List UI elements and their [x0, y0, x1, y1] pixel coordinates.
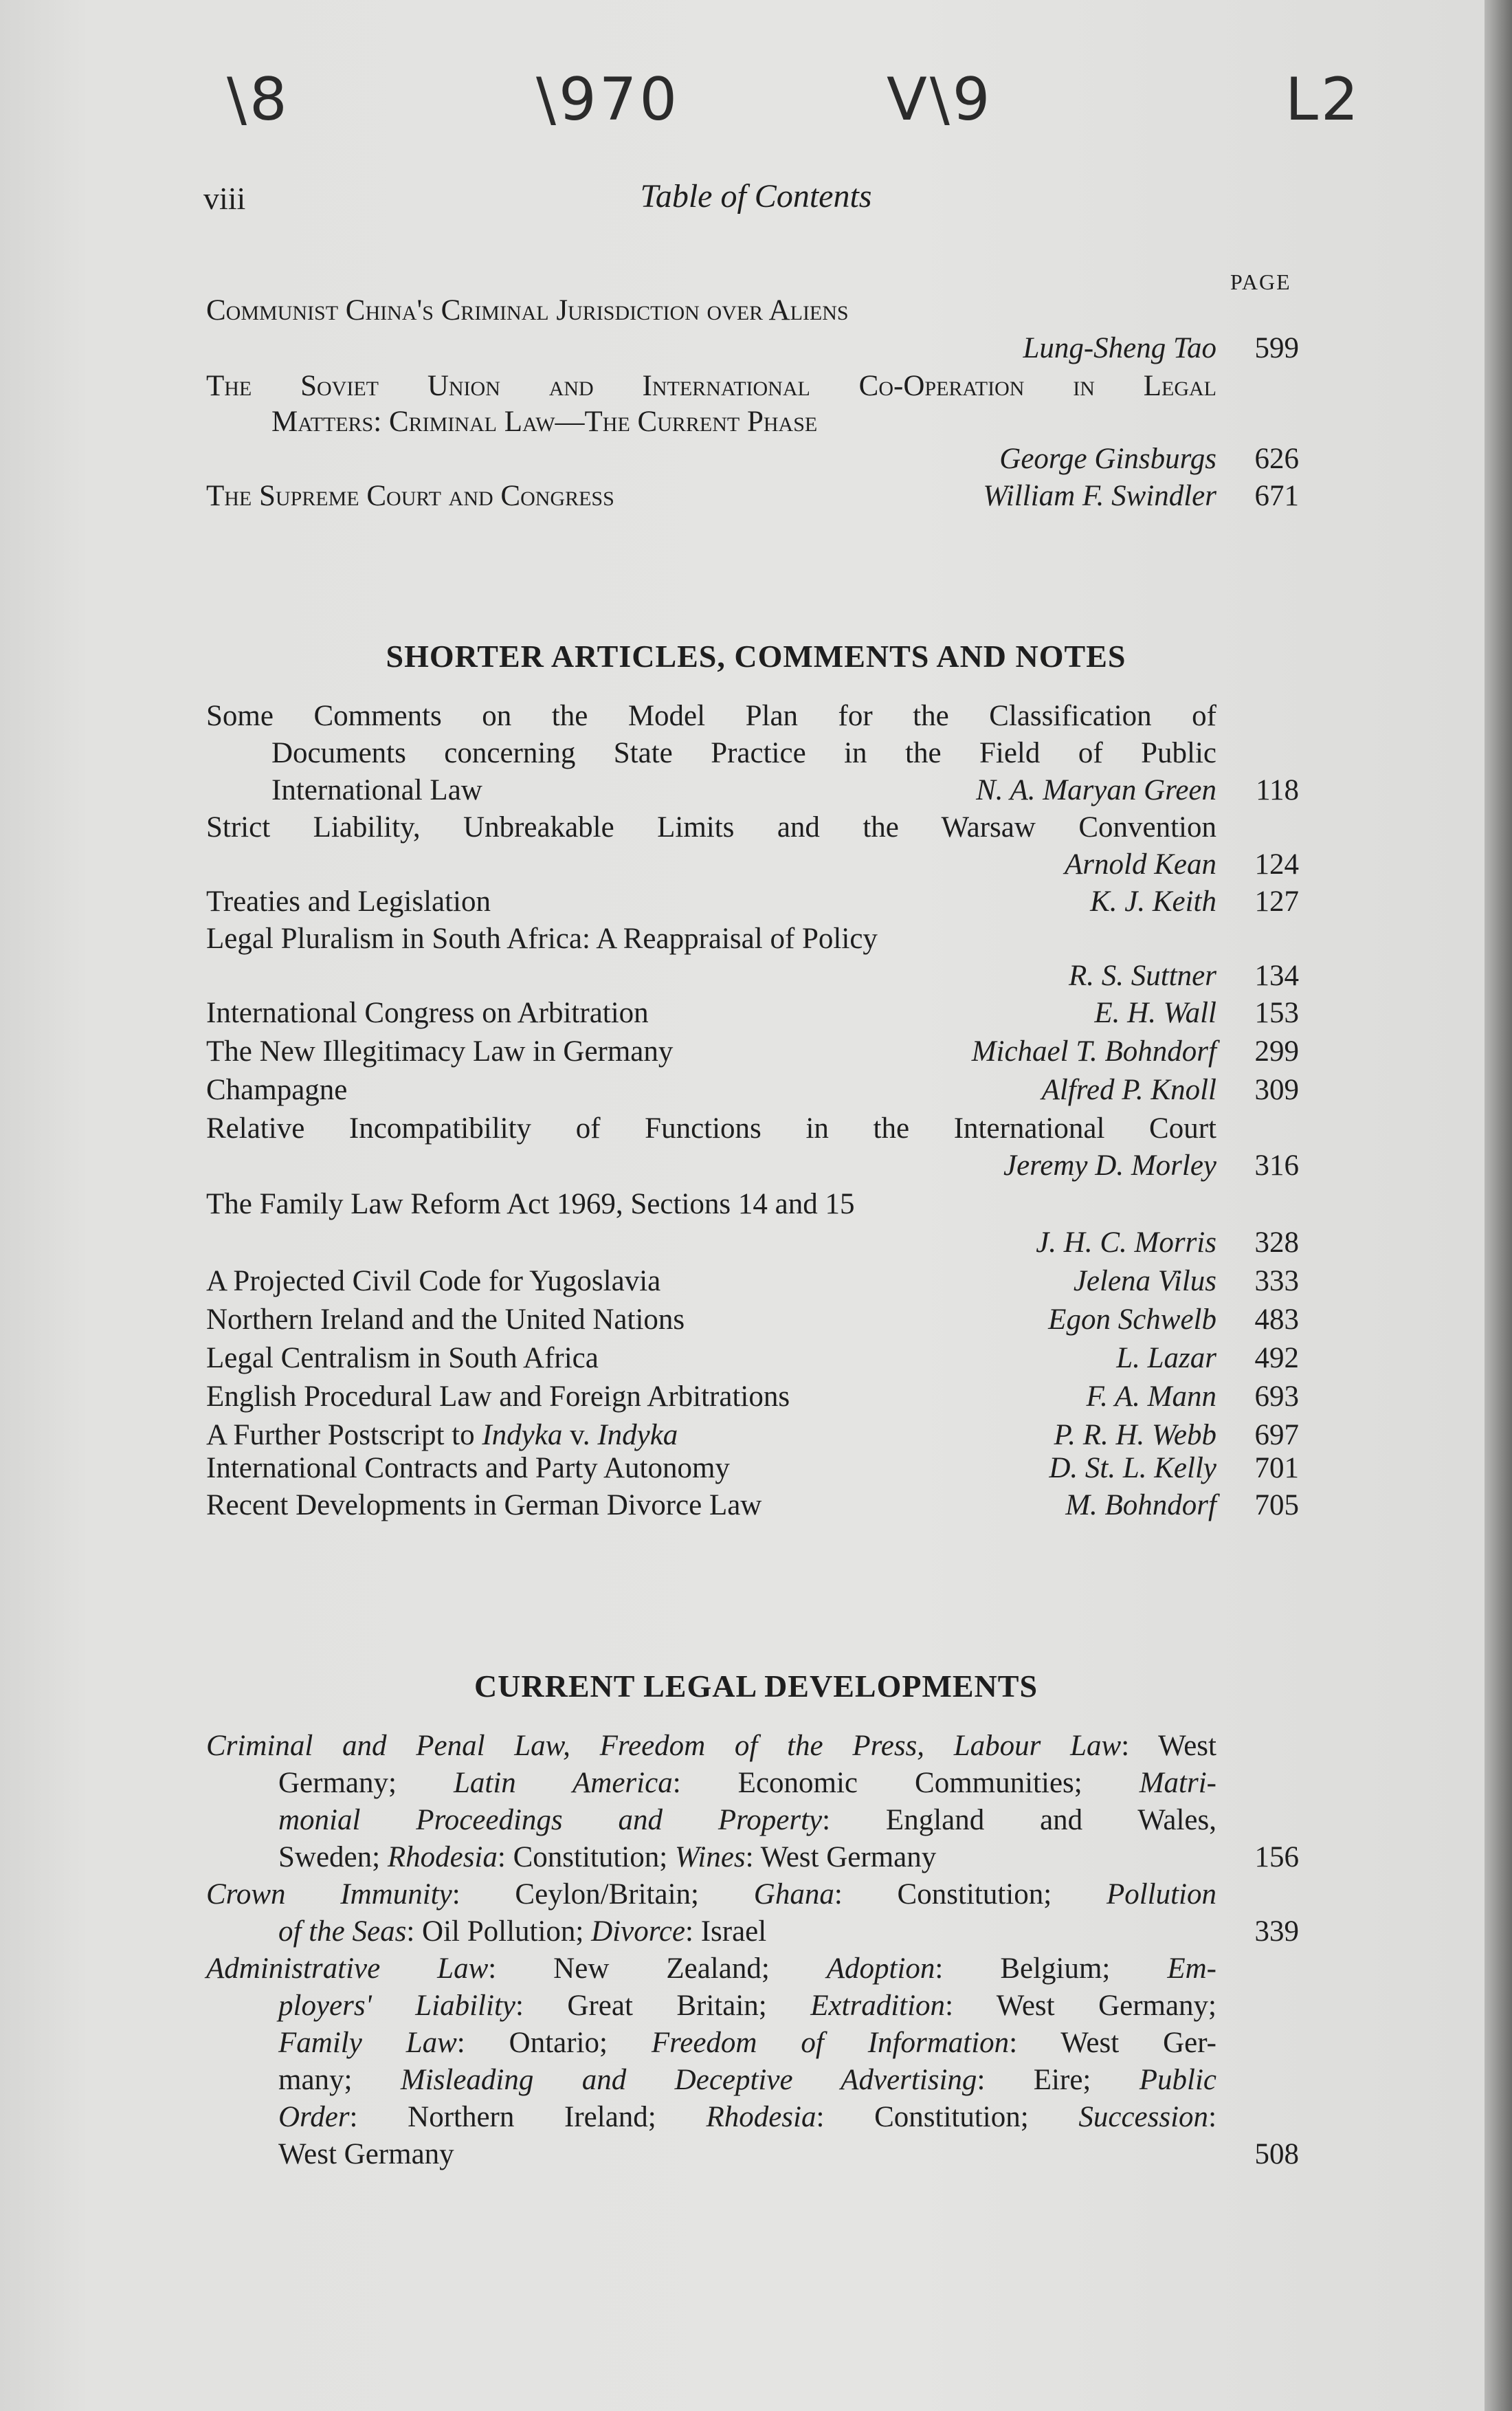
article-title-continued: Matters: Criminal Law—The Current Phase: [271, 406, 818, 438]
article-page: 671: [1254, 480, 1299, 512]
entry-page: 693: [1254, 1380, 1299, 1413]
development-entry-continued: [278, 2028, 1216, 2058]
entry-page: 309: [1254, 1074, 1299, 1106]
subject-topic: Extradition: [810, 1990, 946, 2022]
entry-title: Some Comments on the Model Plan for the Classification of: [206, 700, 1216, 732]
development-entry: [206, 1731, 1216, 1761]
subject-topic: Ghana: [753, 1878, 834, 1911]
entry-page: 124: [1254, 848, 1299, 881]
entry-author: Jeremy D. Morley: [1003, 1149, 1216, 1182]
subject-text: : Constitution;: [834, 1878, 1107, 1911]
entry-author: E. H. Wall: [1094, 997, 1216, 1029]
entry-author: Alfred P. Knoll: [1041, 1074, 1216, 1106]
entry-title: International Contracts and Party Autonomy: [206, 1452, 730, 1484]
subject-text: : Northern Ireland;: [349, 2101, 707, 2133]
subject-topic: Criminal and Penal Law, Freedom of the Press, Labour Law: [206, 1730, 1122, 1762]
subject-topic: Public: [1139, 2064, 1217, 2096]
entry-page: 333: [1254, 1265, 1299, 1297]
subject-text: : Constitution;: [497, 1841, 675, 1873]
entry-title: Strict Liability, Unbreakable Limits and the Warsaw Convention: [206, 811, 1216, 844]
entry-page: 118: [1256, 774, 1299, 806]
subject-topic: Divorce: [591, 1915, 686, 1948]
subject-text: : West: [1121, 1730, 1216, 1762]
article-title: The Soviet Union and International Co-Operation in Legal: [206, 370, 1216, 402]
entry-page: 127: [1254, 885, 1299, 918]
article-author: George Ginsburgs: [999, 443, 1216, 475]
subject-topic: Administrative Law: [206, 1952, 489, 1985]
entry-page: 328: [1254, 1226, 1299, 1259]
development-entry-continued: [278, 1805, 1216, 1835]
case-name: Indyka: [597, 1419, 678, 1451]
entry-author: K. J. Keith: [1090, 885, 1216, 918]
subject-text: : Ontario;: [456, 2027, 652, 2059]
entry-title: Recent Developments in German Divorce Law: [206, 1489, 762, 1521]
subject-text: : England and Wales,: [822, 1804, 1216, 1836]
subject-topic: ployers' Liability: [278, 1990, 515, 2022]
handwritten-volume: V\9: [887, 65, 993, 134]
article-page: 626: [1254, 443, 1299, 475]
entry-author: M. Bohndorf: [1065, 1489, 1216, 1521]
subject-topic: Misleading and Deceptive Advertising: [400, 2064, 977, 2096]
article-author: Lung-Sheng Tao: [1023, 332, 1216, 364]
subject-topic: Order: [278, 2101, 350, 2133]
subject-topic: Rhodesia: [387, 1841, 498, 1873]
entry-title-text: A Further Postscript to: [206, 1419, 482, 1451]
subject-text: : Ceylon/Britain;: [452, 1878, 754, 1911]
entry-title: Legal Pluralism in South Africa: A Reappraisal of Policy: [206, 923, 878, 955]
entry-title: Relative Incompatibility of Functions in the International Court: [206, 1112, 1216, 1145]
entry-author: D. St. L. Kelly: [1049, 1452, 1216, 1484]
entry-title-continued: Documents concerning State Practice in the Field of Public: [271, 737, 1216, 769]
page-column-label: PAGE: [1230, 269, 1291, 294]
subject-topic: Em-: [1167, 1952, 1216, 1985]
subject-text: : New Zealand;: [488, 1952, 827, 1985]
article-author: William F. Swindler: [983, 480, 1216, 512]
subject-topic: Rhodesia: [706, 2101, 816, 2133]
entry-page: 299: [1254, 1035, 1299, 1068]
page-folio: viii: [203, 181, 246, 216]
entry-title: The Family Law Reform Act 1969, Sections 14 and 15: [206, 1188, 855, 1220]
entry-author: R. S. Suttner: [1069, 960, 1216, 992]
article-title: The Supreme Court and Congress: [206, 480, 614, 512]
subject-text: Germany;: [278, 1767, 454, 1799]
subject-text: : Oil Pollution;: [406, 1915, 592, 1948]
development-entry: [206, 1880, 1216, 1909]
entry-author: N. A. Maryan Green: [976, 774, 1216, 806]
entry-author: L. Lazar: [1116, 1342, 1216, 1374]
entry-title: English Procedural Law and Foreign Arbitrations: [206, 1380, 790, 1413]
development-entry-continued: [278, 2102, 1216, 2132]
subject-text: many;: [278, 2064, 401, 2096]
section-heading-current-developments: CURRENT LEGAL DEVELOPMENTS: [474, 1669, 1038, 1704]
subject-topic: monial Proceedings and Property: [278, 1804, 823, 1836]
subject-topic: Wines: [674, 1841, 746, 1873]
subject-text: : West Germany: [745, 1841, 937, 1873]
development-entry-continued: [278, 1768, 1216, 1798]
subject-text: : Belgium;: [935, 1952, 1168, 1985]
entry-page: 153: [1254, 997, 1299, 1029]
subject-text: : West Ger-: [1009, 2027, 1216, 2059]
handwritten-shelf-mark: L2: [1285, 65, 1361, 134]
subject-topic: of the Seas: [278, 1915, 407, 1948]
entry-page: 701: [1254, 1452, 1299, 1484]
subject-topic: Succession: [1078, 2101, 1209, 2133]
article-page: 599: [1254, 332, 1299, 364]
handwritten-mark: \8: [227, 65, 290, 134]
development-entry-continued: West Germany: [278, 2138, 454, 2170]
subject-topic: Pollution: [1106, 1878, 1217, 1911]
subject-text: : Israel: [685, 1915, 767, 1948]
subject-text: : Constitution;: [816, 2101, 1079, 2133]
subject-text: : Economic Communities;: [672, 1767, 1139, 1799]
book-spine-shadow: [1485, 0, 1512, 2411]
subject-text: : Eire;: [977, 2064, 1139, 2096]
entry-title: Legal Centralism in South Africa: [206, 1342, 599, 1374]
subject-text: : West Germany;: [945, 1990, 1217, 2022]
entry-page: 492: [1254, 1342, 1299, 1374]
subject-topic: Matri-: [1139, 1767, 1217, 1799]
entry-page: 134: [1254, 960, 1299, 992]
development-entry-continued: [278, 1917, 766, 1946]
entry-title: Treaties and Legislation: [206, 885, 491, 918]
subject-text: :: [1208, 2101, 1217, 2133]
entry-author: Jelena Vilus: [1073, 1265, 1216, 1297]
development-entry-continued: [278, 1991, 1216, 2021]
development-entry: [206, 1954, 1216, 1983]
entry-title: Northern Ireland and the United Nations: [206, 1303, 685, 1336]
entry-author: Michael T. Bohndorf: [971, 1035, 1216, 1068]
entry-author: P. R. H. Webb: [1054, 1419, 1216, 1451]
entry-author: J. H. C. Morris: [1036, 1226, 1216, 1259]
entry-title: Champagne: [206, 1074, 348, 1106]
case-name: Indyka: [482, 1419, 563, 1451]
entry-title-continued: International Law: [271, 774, 482, 806]
running-title: Table of Contents: [640, 178, 872, 214]
entry-author: F. A. Mann: [1086, 1380, 1216, 1413]
entry-page: 316: [1254, 1149, 1299, 1182]
entry-page: 697: [1254, 1419, 1299, 1451]
entry-page: 508: [1254, 2138, 1299, 2170]
subject-topic: Freedom of Information: [651, 2027, 1010, 2059]
section-heading-shorter-articles: SHORTER ARTICLES, COMMENTS AND NOTES: [386, 639, 1126, 674]
entry-author: Egon Schwelb: [1048, 1303, 1216, 1336]
subject-topic: Latin America: [453, 1767, 673, 1799]
entry-title: [206, 1420, 678, 1450]
entry-author: Arnold Kean: [1065, 848, 1216, 881]
development-entry-continued: [278, 2065, 1216, 2095]
development-entry-continued: [278, 1842, 936, 1872]
entry-page: 483: [1254, 1303, 1299, 1336]
handwritten-year: \970: [536, 65, 680, 134]
entry-title: The New Illegitimacy Law in Germany: [206, 1035, 674, 1068]
entry-title: International Congress on Arbitration: [206, 997, 649, 1029]
entry-page: 156: [1254, 1841, 1299, 1873]
entry-page: 339: [1254, 1915, 1299, 1948]
subject-text: : Great Britain;: [515, 1990, 811, 2022]
subject-topic: Family Law: [278, 2027, 457, 2059]
article-title: Communist China's Criminal Jurisdiction over Aliens: [206, 294, 849, 327]
entry-title: A Projected Civil Code for Yugoslavia: [206, 1265, 661, 1297]
entry-page: 705: [1254, 1489, 1299, 1521]
subject-topic: Crown Immunity: [206, 1878, 452, 1911]
subject-topic: Adoption: [826, 1952, 935, 1985]
case-versus: v.: [562, 1419, 598, 1451]
subject-text: Sweden;: [278, 1841, 388, 1873]
